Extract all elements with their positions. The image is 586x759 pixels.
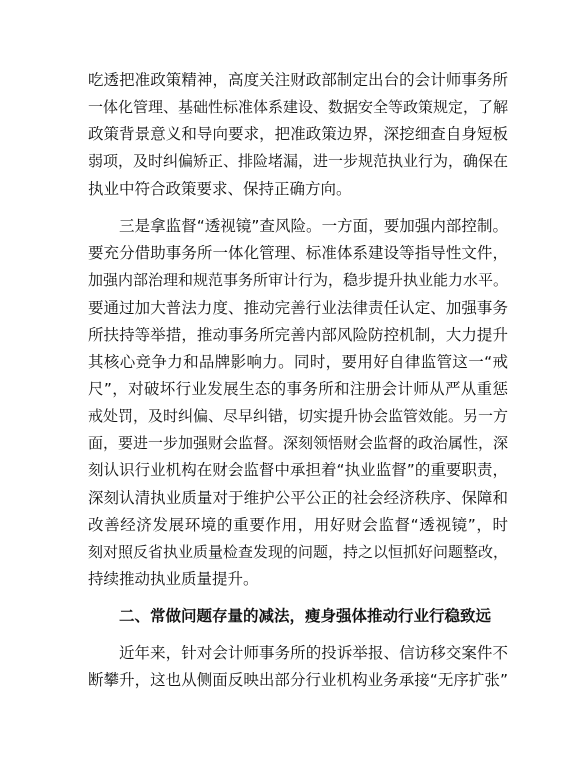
text-line: 弱项，及时纠偏矫正、排险堵漏，进一步规范执业行为，确保在: [88, 152, 509, 170]
text-line: 面，要进一步加强财会监督。深刻领悟财会监督的政治属性，深: [88, 434, 509, 452]
section-heading: 二、常做问题存量的减法，瘦身强体推动行业行稳致远: [119, 607, 492, 625]
text-line: 一体化管理、基础性标准体系建设、数据安全等政策规定，了解: [88, 98, 509, 116]
text-line: 三是拿监督“透视镜”查风险。一方面，要加强内部控制。: [119, 217, 508, 235]
text-line: 尺”，对破坏行业发展生态的事务所和注册会计师从严从重惩: [88, 380, 508, 398]
text-line: 改善经济发展环境的重要作用，用好财会监督“透视镜”，时: [88, 516, 508, 534]
text-line: 执业中符合政策要求、保持正确方向。: [88, 180, 352, 198]
text-line: 加强内部治理和规范事务所审计行为，稳步提升执业能力水平。: [88, 271, 509, 289]
text-line: 吃透把准政策精神，高度关注财政部制定出台的会计师事务所: [88, 71, 508, 89]
text-line: 刻认识行业机构在财会监督中承担着“执业监督”的重要职责，: [88, 461, 508, 479]
text-line: 其核心竞争力和品牌影响力。同时，要用好自律监管这一“戒: [88, 353, 508, 371]
text-line: 深刻认清执业质量对于维护公平公正的社会经济秩序、保障和: [88, 489, 508, 507]
text-line: 戒处罚，及时纠偏、尽早纠错，切实提升协会监管效能。另一方: [88, 407, 509, 425]
text-line: 要通过加大普法力度、推动完善行业法律责任认定、加强事务: [88, 299, 508, 317]
text-line: 要充分借助事务所一体化管理、标准体系建设等指导性文件，: [88, 244, 508, 262]
text-line: 断攀升，这也从侧面反映出部分行业机构业务承接“无序扩张”: [88, 671, 508, 689]
text-line: 持续推动执业质量提升。: [88, 570, 259, 588]
text-line: 刻对照反省执业质量检查发现的问题，持之以恒抓好问题整改，: [88, 543, 509, 561]
text-line: 近年来，针对会计师事务所的投诉举报、信访移交案件不: [119, 644, 508, 662]
text-line: 政策背景意义和导向要求，把准政策边界，深挖细查自身短板: [88, 125, 508, 143]
text-line: 所扶持等举措，推动事务所完善内部风险防控机制，大力提升: [88, 326, 508, 344]
